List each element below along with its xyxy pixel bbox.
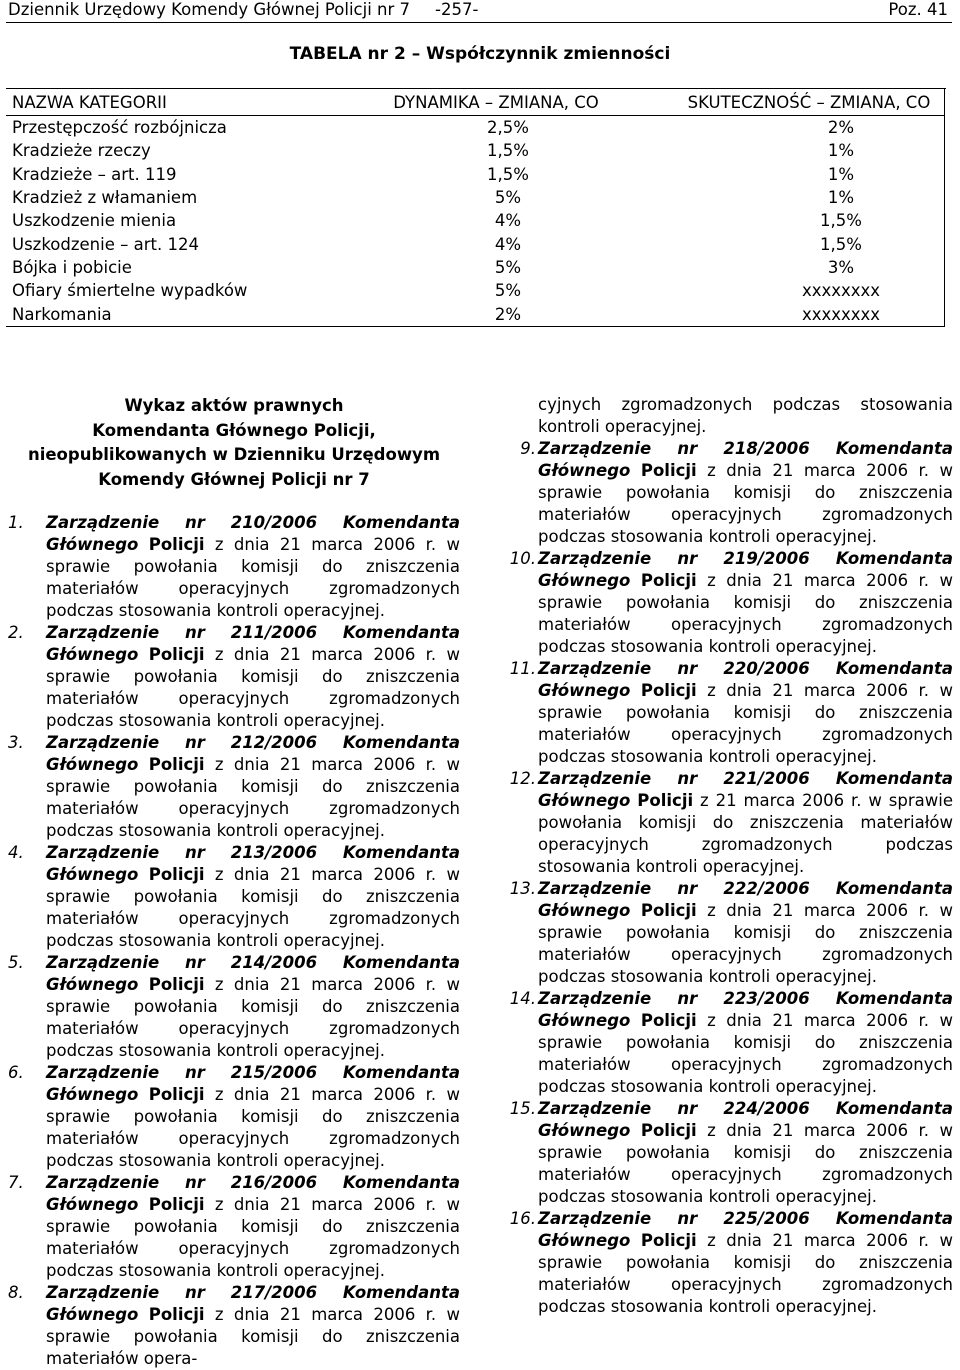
table-row	[6, 232, 944, 255]
item-number: 16.	[509, 1209, 536, 1228]
act-title: Zarządzenie nr 214/2006 Komendanta Głównego	[46, 953, 460, 994]
item-number: 5.	[8, 953, 24, 972]
item-number: 7.	[8, 1173, 24, 1192]
act-description: z dnia 21 marca 2006 r. w sprawie powołania komisji do zniszczenia materiałów operacyjnych zgromadzonych podczas stosowania kontroli operacyjnej.	[46, 645, 460, 730]
act-authority: Policji	[640, 681, 697, 700]
act-description: z dnia 21 marca 2006 r. w sprawie powołania komisji do zniszczenia materiałów operacyjnych zgromadzonych podczas stosowania kontroli operacyjnej.	[538, 1121, 953, 1206]
list-item	[500, 548, 953, 658]
list-item	[500, 878, 953, 988]
effectiveness-cell: xxxxxxxx	[674, 302, 944, 326]
dynamics-cell: 4%	[494, 211, 522, 231]
act-authority: Policji	[640, 571, 697, 590]
act-authority: Policji	[640, 1011, 697, 1030]
act-description: z dnia 21 marca 2006 r. w sprawie powołania komisji do zniszczenia materiałów operacyjnych zgromadzonych podczas stosowania kontroli operacyjnej.	[46, 1195, 460, 1280]
category-cell: Narkomania	[6, 302, 318, 326]
act-description: z dnia 21 marca 2006 r. w sprawie powołania komisji do zniszczenia materiałów operacyjnych zgromadzonych podczas stosowania kontroli operacyjnej.	[538, 1011, 953, 1096]
act-title: Zarządzenie nr 224/2006 Komendanta Głównego	[538, 1099, 953, 1140]
item-body	[538, 878, 953, 988]
list-item	[8, 842, 460, 952]
wykaz-title-line: Wykaz aktów prawnych	[124, 396, 344, 415]
table-row	[6, 116, 944, 140]
item-number: 14.	[509, 989, 536, 1008]
item-body	[538, 438, 953, 548]
list-item	[500, 1208, 953, 1318]
category-cell: Uszkodzenie – art. 124	[12, 234, 199, 254]
dynamics-cell: 1,5%	[487, 141, 529, 161]
item-number: 15.	[509, 1099, 536, 1118]
table-row	[6, 186, 944, 209]
item-number: 12.	[509, 769, 536, 788]
item-number: 6.	[8, 1063, 24, 1082]
act-title: Zarządzenie nr 213/2006 Komendanta Głównego	[46, 843, 460, 884]
category-cell: Uszkodzenie mienia	[12, 211, 177, 231]
dynamics-cell: 4%	[494, 234, 522, 254]
act-title: Zarządzenie nr 220/2006 Komendanta Głównego	[538, 659, 953, 700]
act-title: Zarządzenie nr 219/2006 Komendanta Głównego	[538, 549, 953, 590]
page-number: -257-	[435, 0, 479, 19]
act-authority: Policji	[148, 645, 205, 664]
table-row	[6, 209, 944, 232]
item-body	[46, 952, 460, 1062]
act-description: z dnia 21 marca 2006 r. w sprawie powołania komisji do zniszczenia materiałów operacyjnych zgromadzonych podczas stosowania kontroli operacyjnej.	[46, 975, 460, 1060]
left-column	[8, 394, 460, 1370]
act-title: Zarządzenie nr 216/2006 Komendanta Głównego	[46, 1173, 460, 1214]
category-cell: Kradzieże rzeczy	[12, 141, 151, 161]
list-item	[500, 988, 953, 1098]
item-number: 13.	[509, 879, 536, 898]
item-body	[46, 842, 460, 952]
effectiveness-cell: 1,5%	[820, 234, 862, 254]
category-cell: Przestępczość rozbójnicza	[12, 118, 227, 138]
act-authority: Policji	[637, 791, 694, 810]
dynamics-cell: 5%	[494, 257, 522, 277]
category-cell: Kradzież z włamaniem	[12, 188, 198, 208]
category-cell: Bójka i pobicie	[12, 257, 132, 277]
act-title: Zarządzenie nr 221/2006 Komendanta Głównego	[538, 769, 953, 810]
wykaz-title	[8, 394, 460, 492]
effectiveness-cell: 2%	[827, 118, 855, 138]
table-right-rule	[944, 88, 945, 327]
table-row	[6, 163, 944, 186]
act-title: Zarządzenie nr 212/2006 Komendanta Głównego	[46, 733, 460, 774]
table-row	[6, 256, 944, 279]
item-number: 10.	[509, 549, 536, 568]
list-item	[8, 622, 460, 732]
page-header	[8, 0, 948, 22]
effectiveness-cell: xxxxxxxx	[801, 281, 881, 301]
item-body	[538, 658, 953, 768]
table-row	[6, 139, 944, 162]
act-authority: Policji	[148, 975, 205, 994]
col-header-dynamics: DYNAMIKA – ZMIANA, CO	[318, 89, 674, 116]
item-body	[46, 512, 460, 622]
right-column	[500, 394, 953, 1318]
item-body	[538, 548, 953, 658]
act-title: Zarządzenie nr 218/2006 Komendanta Głównego	[538, 439, 953, 480]
item-body	[538, 768, 953, 878]
list-item	[8, 512, 460, 622]
item-number: 4.	[8, 843, 24, 862]
list-item	[500, 658, 953, 768]
act-description: z dnia 21 marca 2006 r. w sprawie powołania komisji do zniszczenia materiałów operacyjnych zgromadzonych podczas stosowania kontroli operacyjnej.	[538, 681, 953, 766]
item-number: 3.	[8, 733, 24, 752]
dynamics-cell: 2%	[318, 302, 674, 326]
table-row	[6, 302, 944, 326]
item-number: 11.	[509, 659, 536, 678]
list-item	[8, 1062, 460, 1172]
act-title: Zarządzenie nr 225/2006 Komendanta Głównego	[538, 1209, 953, 1250]
col-header-category: NAZWA KATEGORII	[6, 89, 318, 116]
item-body	[538, 1208, 953, 1318]
item-body	[46, 1172, 460, 1282]
act-authority: Policji	[640, 901, 697, 920]
act-description: z 21 marca 2006 r. w sprawie powołania komisji do zniszczenia materiałów operacyjnych zgromadzonych podczas stosowania kontroli operacyjnej.	[538, 791, 953, 876]
list-item	[500, 1098, 953, 1208]
table-row	[6, 279, 944, 302]
act-authority: Policji	[640, 1121, 697, 1140]
effectiveness-cell: 1,5%	[820, 211, 862, 231]
effectiveness-cell: 3%	[827, 257, 855, 277]
act-authority: Policji	[640, 461, 697, 480]
position-number: Poz. 41	[888, 0, 948, 19]
item-body	[538, 1098, 953, 1208]
effectiveness-cell: 1%	[827, 188, 855, 208]
act-description: z dnia 21 marca 2006 r. w sprawie powołania komisji do zniszczenia materiałów operacyjnych zgromadzonych podczas stosowania kontroli operacyjnej.	[538, 901, 953, 986]
list-item	[8, 732, 460, 842]
header-rule	[6, 22, 952, 23]
item-body	[46, 1062, 460, 1172]
act-title: Zarządzenie nr 222/2006 Komendanta Głównego	[538, 879, 953, 920]
act-description: z dnia 21 marca 2006 r. w sprawie powołania komisji do zniszczenia materiałów operacyjnych zgromadzonych podczas stosowania kontroli operacyjnej.	[538, 461, 953, 546]
act-description-part1: z dnia 21 marca 2006 r. w sprawie powołania komisji do zniszczenia materiałów opera-	[46, 1305, 460, 1368]
wykaz-title-line: Komendanta Głównego Policji,	[92, 420, 376, 440]
category-cell: Ofiary śmiertelne wypadków	[12, 281, 248, 301]
wykaz-title-line: Komendy Głównej Policji nr 7	[98, 469, 370, 489]
act-title: Zarządzenie nr 223/2006 Komendanta Głównego	[538, 989, 953, 1030]
list-item	[500, 438, 953, 548]
act-title: Zarządzenie nr 211/2006 Komendanta Głównego	[46, 623, 460, 664]
dynamics-cell: 5%	[494, 188, 522, 208]
list-item	[8, 1282, 460, 1370]
item-number: 8.	[8, 1283, 24, 1302]
item-body	[46, 1282, 460, 1370]
item-continuation: cyjnych zgromadzonych podczas stosowania kontroli operacyjnej.	[538, 395, 953, 436]
act-authority: Policji	[148, 1195, 205, 1214]
list-item	[500, 768, 953, 878]
act-title: Zarządzenie nr 215/2006 Komendanta Głównego	[46, 1063, 460, 1104]
act-description: z dnia 21 marca 2006 r. w sprawie powołania komisji do zniszczenia materiałów operacyjnych zgromadzonych podczas stosowania kontroli operacyjnej.	[538, 571, 953, 656]
wykaz-title-line: nieopublikowanych w Dzienniku Urzędowym	[27, 445, 441, 464]
item-number: 2.	[8, 623, 24, 642]
act-authority: Policji	[148, 1085, 205, 1104]
act-authority: Policji	[148, 755, 205, 774]
dynamics-cell: 5%	[494, 281, 522, 301]
act-authority: Policji	[148, 1305, 205, 1324]
item-number: 9.	[520, 439, 536, 458]
col-header-effectiveness: SKUTECZNOŚĆ – ZMIANA, CO	[674, 89, 944, 116]
act-title: Zarządzenie nr 210/2006 Komendanta Głównego	[46, 513, 460, 554]
act-authority: Policji	[148, 865, 205, 884]
act-description: z dnia 21 marca 2006 r. w sprawie powołania komisji do zniszczenia materiałów operacyjnych zgromadzonych podczas stosowania kontroli operacyjnej.	[46, 1085, 460, 1170]
dynamics-cell: 2,5%	[487, 118, 529, 138]
journal-title: Dziennik Urzędowy Komendy Głównej Policji nr 7	[8, 0, 411, 19]
effectiveness-cell: 1%	[827, 164, 855, 184]
category-cell: Kradzieże – art. 119	[12, 164, 177, 184]
item-body	[46, 732, 460, 842]
act-description: z dnia 21 marca 2006 r. w sprawie powołania komisji do zniszczenia materiałów operacyjnych zgromadzonych podczas stosowania kontroli operacyjnej.	[46, 755, 460, 840]
coefficient-table	[6, 89, 944, 327]
act-authority: Policji	[640, 1231, 697, 1250]
table-title: TABELA nr 2 – Współczynnik zmienności	[289, 44, 671, 64]
act-authority: Policji	[148, 535, 205, 554]
dynamics-cell: 1,5%	[487, 164, 529, 184]
act-description: z dnia 21 marca 2006 r. w sprawie powołania komisji do zniszczenia materiałów operacyjnych zgromadzonych podczas stosowania kontroli operacyjnej.	[46, 865, 460, 950]
act-description: z dnia 21 marca 2006 r. w sprawie powołania komisji do zniszczenia materiałów operacyjnych zgromadzonych podczas stosowania kontroli operacyjnej.	[46, 535, 460, 620]
item-number: 1.	[8, 513, 24, 532]
table-header-row	[6, 89, 944, 116]
act-title: Zarządzenie nr 217/2006 Komendanta Głównego	[46, 1283, 460, 1324]
act-description: z dnia 21 marca 2006 r. w sprawie powołania komisji do zniszczenia materiałów operacyjnych zgromadzonych podczas stosowania kontroli operacyjnej.	[538, 1231, 953, 1316]
list-item	[8, 1172, 460, 1282]
item-body	[538, 988, 953, 1098]
item-body	[46, 622, 460, 732]
effectiveness-cell: 1%	[827, 141, 855, 161]
list-item	[8, 952, 460, 1062]
